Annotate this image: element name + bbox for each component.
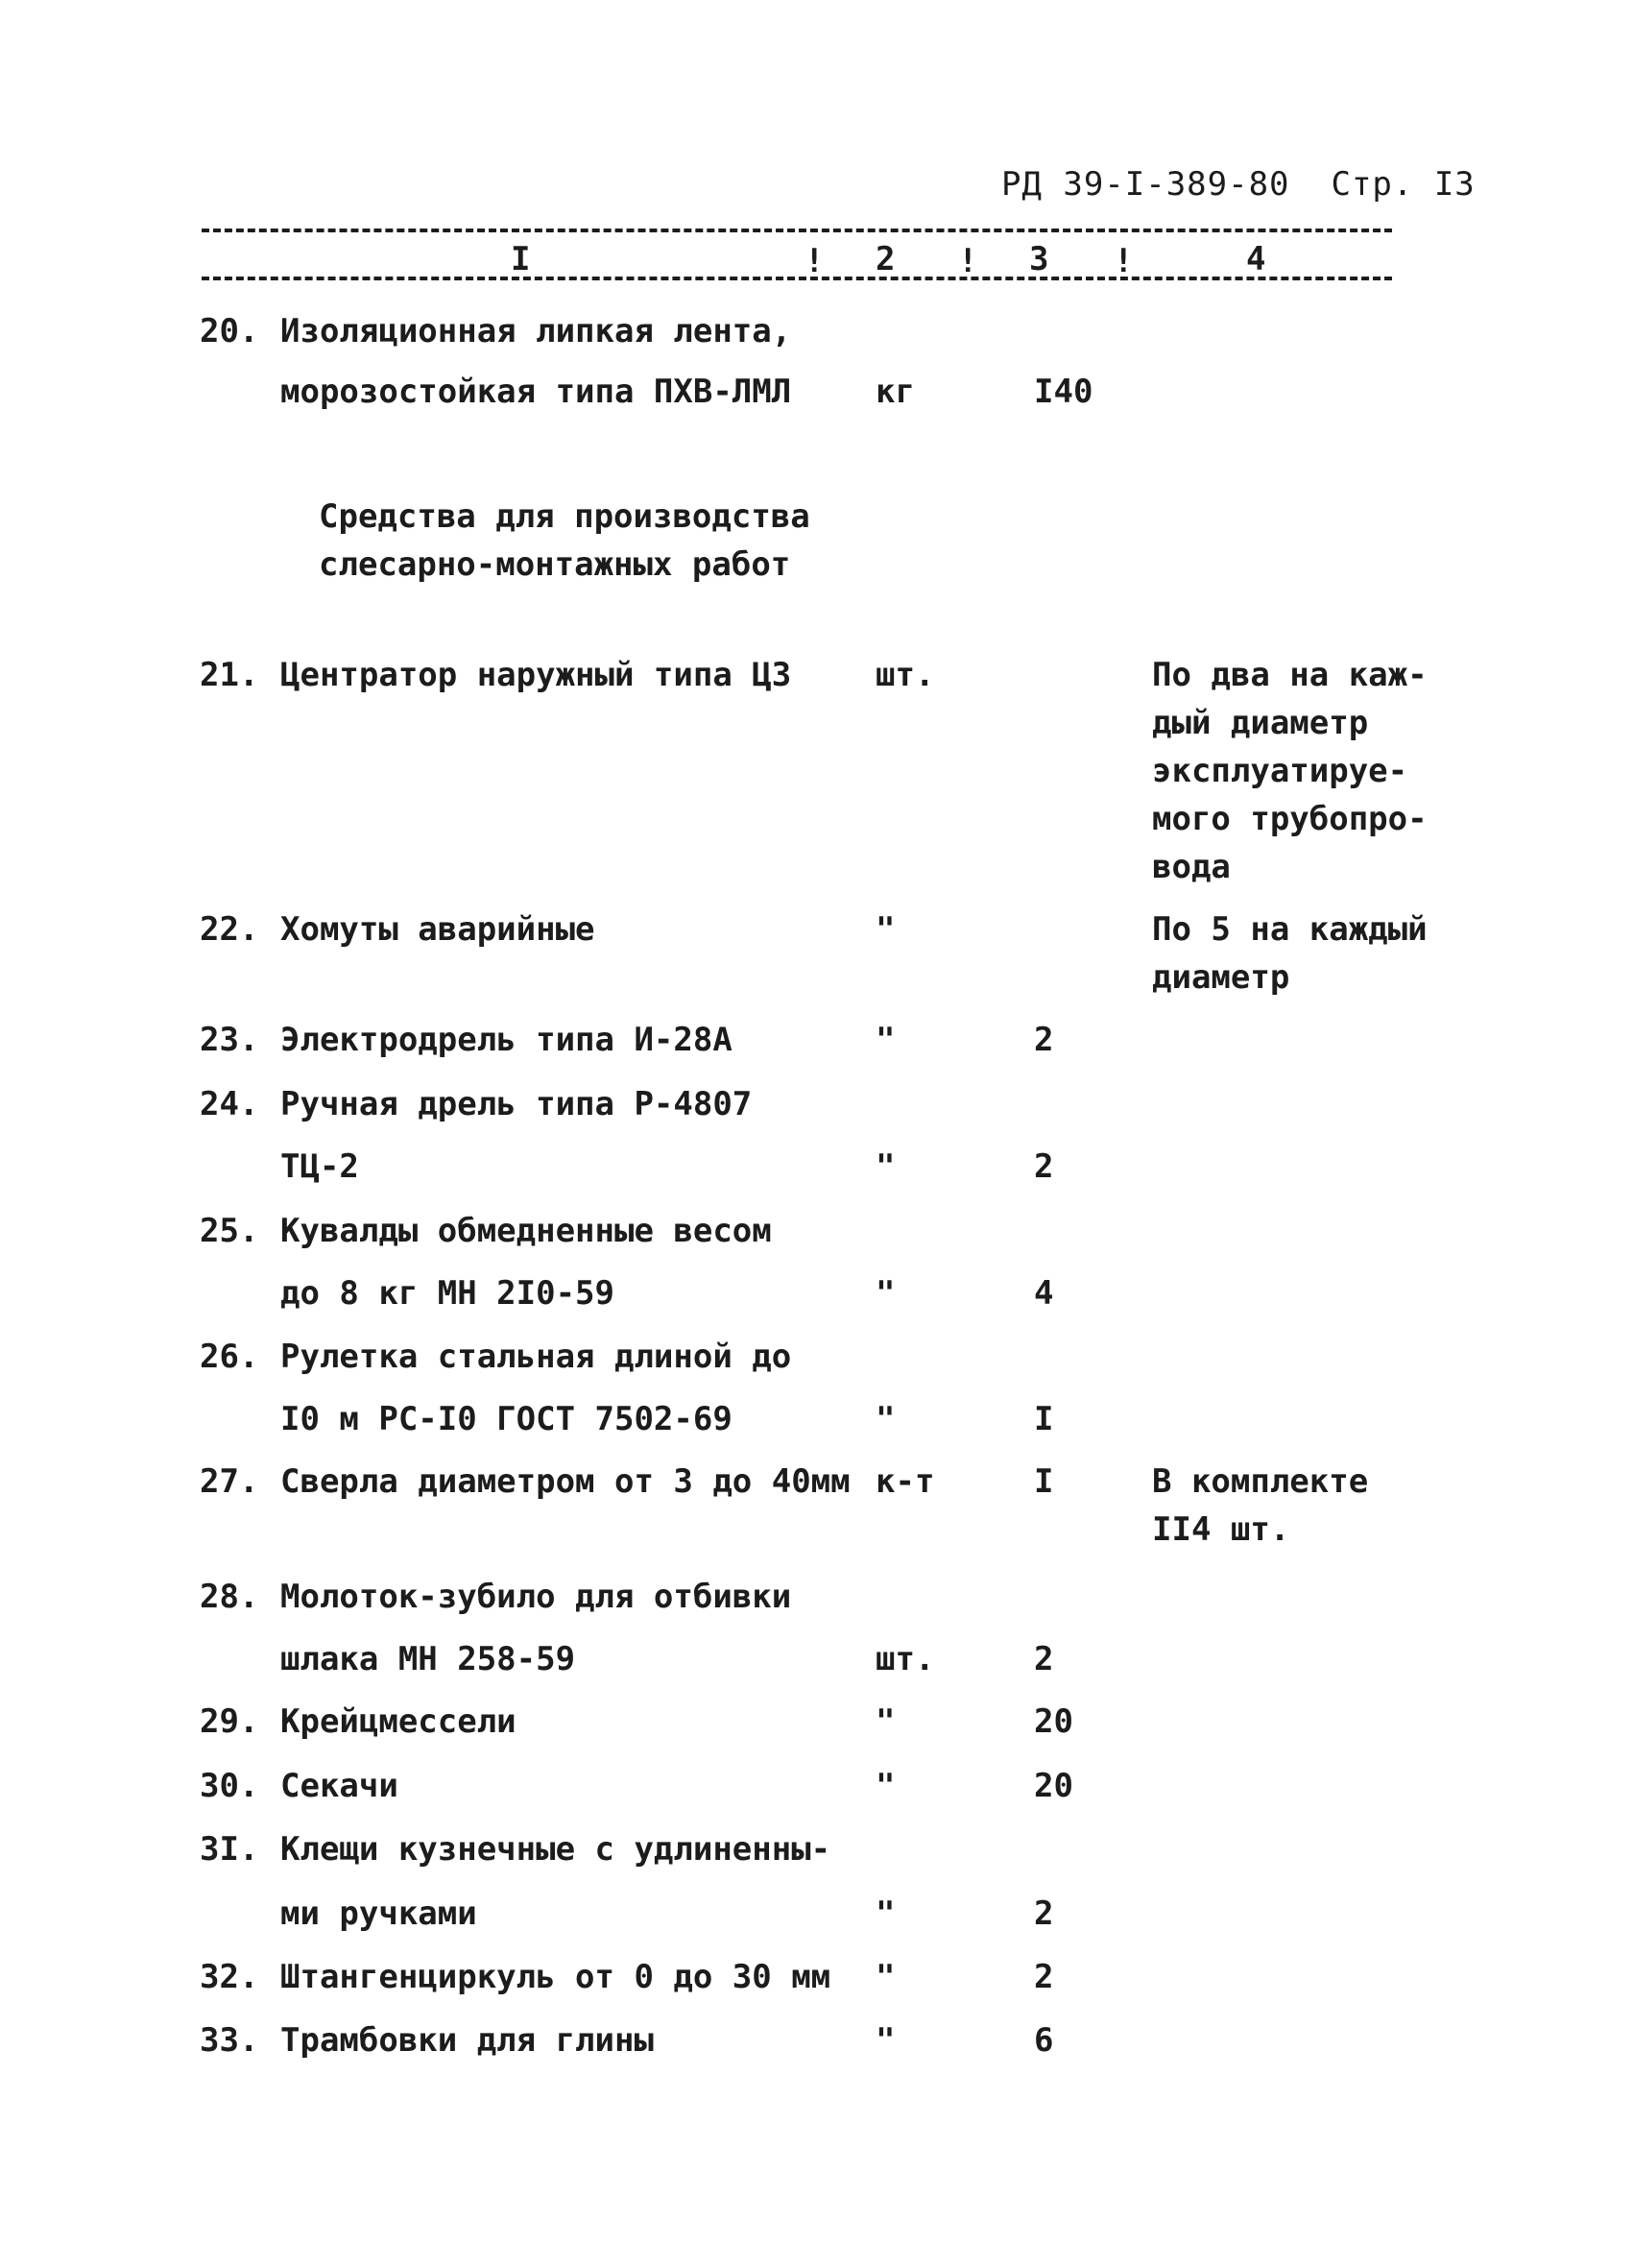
column-number-4: 4 — [1246, 240, 1266, 278]
item-number: 24. — [200, 1085, 259, 1123]
item-quantity: 2 — [1034, 1147, 1054, 1186]
item-number: 3I. — [200, 1830, 259, 1869]
table-header-rule — [202, 277, 1392, 280]
table-row — [0, 1702, 1633, 1760]
item-unit: " — [876, 1958, 896, 1996]
item-name: Хомуты аварийные — [280, 910, 595, 949]
item-note: В комплекте — [1152, 1462, 1369, 1501]
item-note: II4 шт. — [1152, 1510, 1290, 1549]
item-unit: шт. — [876, 1640, 935, 1678]
table-row — [0, 1338, 1633, 1395]
item-quantity: 2 — [1034, 1958, 1054, 1996]
column-number-1: I — [511, 240, 531, 278]
item-number: 26. — [200, 1338, 259, 1376]
page-header — [960, 127, 1476, 204]
doc-code: РД 39-I-389-80 — [1000, 165, 1290, 204]
table-row — [0, 2021, 1633, 2079]
item-name: Клещи кузнечные с удлиненны- — [280, 1830, 831, 1869]
item-quantity: I — [1034, 1462, 1054, 1501]
item-unit: " — [876, 1274, 896, 1313]
item-unit: " — [876, 1894, 896, 1933]
item-unit: кг — [876, 373, 915, 411]
item-note: По 5 на каждый — [1152, 910, 1428, 949]
section-title-line-2: слесарно-монтажных работ — [319, 545, 791, 584]
item-note: эксплуатируе- — [1152, 752, 1408, 790]
item-number: 32. — [200, 1958, 259, 1996]
item-name: ми ручками — [280, 1894, 477, 1933]
item-unit: к-т — [876, 1462, 935, 1501]
item-name: Электродрель типа И-28А — [280, 1021, 732, 1059]
column-number-3: 3 — [1029, 240, 1049, 278]
table-row — [0, 1767, 1633, 1824]
item-name: Молоток-зубило для отбивки — [280, 1578, 792, 1616]
item-name: I0 м РС-I0 ГОСТ 7502-69 — [280, 1400, 732, 1438]
item-number: 21. — [200, 656, 259, 694]
item-quantity: 6 — [1034, 2021, 1054, 2060]
item-unit: " — [876, 1021, 896, 1059]
item-name: шлака МН 258-59 — [280, 1640, 576, 1678]
item-note: диаметр — [1152, 958, 1290, 997]
table-row — [0, 1958, 1633, 2015]
item-number: 33. — [200, 2021, 259, 2060]
item-name: Трамбовки для глины — [280, 2021, 654, 2060]
item-unit: " — [876, 1147, 896, 1186]
column-separator: ! — [958, 242, 978, 280]
table-row — [0, 1021, 1633, 1078]
item-quantity: 2 — [1034, 1894, 1054, 1933]
table-top-rule — [202, 229, 1392, 232]
item-unit: шт. — [876, 656, 935, 694]
table-row — [0, 1212, 1633, 1269]
item-name: Штангенциркуль от 0 до 30 мм — [280, 1958, 831, 1996]
item-quantity: I — [1034, 1400, 1054, 1438]
item-number: 22. — [200, 910, 259, 949]
table-row — [0, 1147, 1633, 1205]
table-row — [0, 1400, 1633, 1458]
item-note: вода — [1152, 848, 1231, 886]
item-name: до 8 кг МН 2I0-59 — [280, 1274, 614, 1313]
item-name: Ручная дрель типа Р-4807 — [280, 1085, 753, 1123]
column-separator: ! — [1114, 242, 1134, 280]
item-unit: " — [876, 1767, 896, 1805]
item-name: морозостойкая типа ПХВ-ЛМЛ — [280, 373, 792, 411]
item-note: По два на каж- — [1152, 656, 1428, 694]
page-label: Стр. I3 — [1331, 165, 1476, 204]
item-name: Центратор наружный типа ЦЗ — [280, 656, 792, 694]
table-row — [0, 1894, 1633, 1952]
table-row — [0, 1085, 1633, 1143]
item-name: Сверла диаметром от 3 до 40мм — [280, 1462, 851, 1501]
item-number: 29. — [200, 1702, 259, 1741]
item-quantity: I40 — [1034, 373, 1093, 411]
table-row — [0, 373, 1633, 430]
item-note: мого трубопро- — [1152, 800, 1428, 838]
item-unit: " — [876, 1702, 896, 1741]
column-separator: ! — [804, 242, 825, 280]
item-note: дый диаметр — [1152, 704, 1369, 742]
table-row — [0, 848, 1633, 905]
table-row — [0, 958, 1633, 1016]
item-unit: " — [876, 910, 896, 949]
item-number: 20. — [200, 312, 259, 350]
table-row — [0, 1274, 1633, 1332]
item-unit: " — [876, 2021, 896, 2060]
column-number-2: 2 — [876, 240, 896, 278]
item-name: Изоляционная липкая лента, — [280, 312, 792, 350]
item-quantity: 4 — [1034, 1274, 1054, 1313]
item-name: Крейцмессели — [280, 1702, 516, 1741]
item-number: 28. — [200, 1578, 259, 1616]
item-name: ТЦ-2 — [280, 1147, 359, 1186]
item-number: 23. — [200, 1021, 259, 1059]
item-quantity: 2 — [1034, 1021, 1054, 1059]
item-name: Кувалды обмедненные весом — [280, 1212, 772, 1250]
item-name: Секачи — [280, 1767, 398, 1805]
table-row — [0, 1830, 1633, 1888]
table-row — [0, 1640, 1633, 1698]
item-quantity: 20 — [1034, 1767, 1073, 1805]
section-title-line-1: Средства для производства — [319, 497, 810, 536]
item-name: Рулетка стальная длиной до — [280, 1338, 792, 1376]
item-unit: " — [876, 1400, 896, 1438]
item-quantity: 2 — [1034, 1640, 1054, 1678]
table-row — [0, 1510, 1633, 1568]
item-number: 30. — [200, 1767, 259, 1805]
table-row — [0, 312, 1633, 370]
item-quantity: 20 — [1034, 1702, 1073, 1741]
item-number: 25. — [200, 1212, 259, 1250]
table-row — [0, 1578, 1633, 1635]
item-number: 27. — [200, 1462, 259, 1501]
